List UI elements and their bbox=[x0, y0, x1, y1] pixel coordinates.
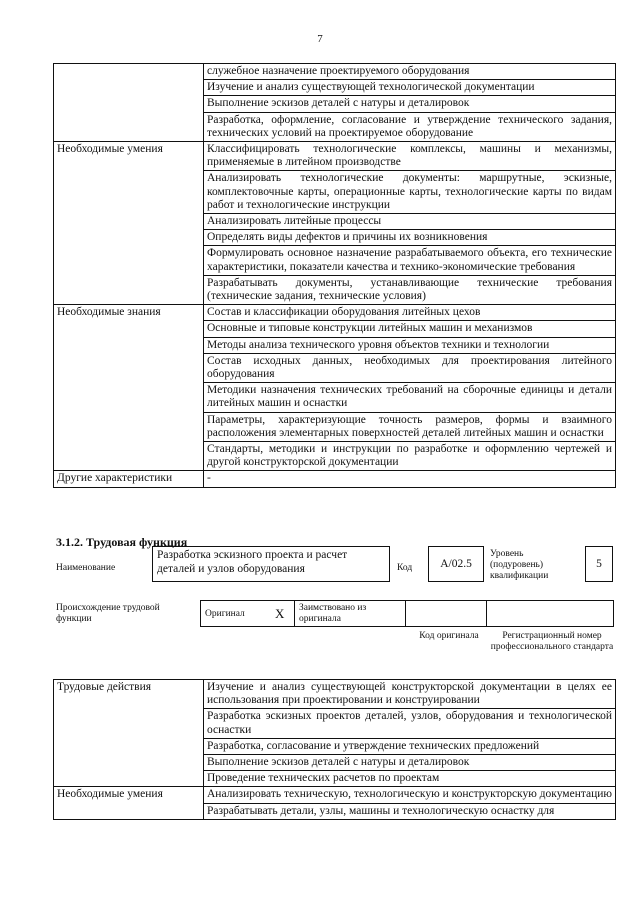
function-name-box: Разработка эскизного проекта и расчет деталей и узлов оборудования bbox=[152, 546, 390, 582]
table-cell: Классифицировать технологические комплексы, машины и механизмы, применяемые в литейном производстве bbox=[204, 142, 616, 171]
borrowed-box bbox=[294, 600, 406, 627]
page-number: 7 bbox=[317, 33, 323, 45]
table-cell: Состав исходных данных, необходимых для проектирования литейного оборудования bbox=[204, 353, 616, 382]
row-label: Необходимые умения bbox=[54, 787, 204, 819]
level-box: 5 bbox=[585, 546, 613, 582]
name-label: Наименование bbox=[56, 563, 116, 573]
reg-number-label: Регистрационный номер профессионального стандарта bbox=[490, 631, 614, 652]
borrowed-label: Заимствовано из оригинала bbox=[299, 603, 367, 624]
table-cell: Методы анализа технического уровня объектов техники и технологии bbox=[204, 337, 616, 353]
row-label: Другие характеристики bbox=[54, 471, 204, 487]
table-row bbox=[54, 471, 616, 487]
requirements-table-bottom bbox=[53, 679, 616, 820]
row-label bbox=[54, 64, 204, 142]
table-cell: Разработка эскизных проектов деталей, узлов, оборудования и технологической оснастки bbox=[204, 709, 616, 738]
original-mark: X bbox=[275, 606, 285, 621]
table-cell: Основные и типовые конструкции литейных машин и механизмов bbox=[204, 321, 616, 337]
requirements-table-top bbox=[53, 63, 616, 488]
code-label: Код bbox=[397, 563, 413, 573]
table-row bbox=[54, 64, 616, 80]
table-cell: Анализировать технологические документы: маршрутные, эскизные, комплектовочные карты, операционные карты, технологические карты по видам работ и технологические инструкции bbox=[204, 171, 616, 214]
table-cell: Проведение технических расчетов по проектам bbox=[204, 771, 616, 787]
table-cell: Анализировать техническую, технологическую и конструкторскую документацию bbox=[204, 787, 616, 803]
code-original-label: Код оригинала bbox=[419, 631, 479, 641]
table-cell: Разрабатывать документы, устанавливающие технические требования (технические задания, технические условия) bbox=[204, 275, 616, 304]
table-cell: Параметры, характеризующие точность размеров, формы и взаимного расположения элементарных поверхностей деталей литейных машин и оснастки bbox=[204, 412, 616, 441]
table-cell: Разработка, согласование и утверждение технических предложений bbox=[204, 738, 616, 754]
table-row bbox=[54, 305, 616, 321]
reg-number-box bbox=[486, 600, 614, 627]
table-row bbox=[54, 680, 616, 709]
table-cell: Анализировать литейные процессы bbox=[204, 214, 616, 230]
table-cell: Выполнение эскизов деталей с натуры и деталировок bbox=[204, 96, 616, 112]
table-cell: Изучение и анализ существующей технологической документации bbox=[204, 80, 616, 96]
original-box bbox=[200, 600, 295, 627]
table-row bbox=[54, 142, 616, 171]
table-cell: Стандарты, методики и инструкции по разработке и оформлению чертежей и другой конструкторской документации bbox=[204, 442, 616, 471]
table-cell: Состав и классификации оборудования литейных цехов bbox=[204, 305, 616, 321]
original-label: Оригинал bbox=[205, 609, 245, 619]
table-cell: Формулировать основное назначение разрабатываемого объекта, его технические характеристики, показатели качества и технико-экономические требования bbox=[204, 246, 616, 275]
table-cell: Разработка, оформление, согласование и утверждение технического задания, технических условий на проектируемое оборудование bbox=[204, 112, 616, 141]
table-cell: служебное назначение проектируемого оборудования bbox=[204, 64, 616, 80]
code-box: А/02.5 bbox=[428, 546, 484, 582]
row-label: Трудовые действия bbox=[54, 680, 204, 787]
table-cell: Разрабатывать детали, узлы, машины и технологическую оснастку для bbox=[204, 803, 616, 819]
table-cell: Выполнение эскизов деталей с натуры и деталировок bbox=[204, 755, 616, 771]
row-label: Необходимые знания bbox=[54, 305, 204, 471]
table-cell: Определять виды дефектов и причины их возникновения bbox=[204, 230, 616, 246]
table-cell: - bbox=[204, 471, 616, 487]
origin-label: Происхождение трудовой функции bbox=[56, 603, 160, 624]
code-original-box bbox=[405, 600, 487, 627]
table-row bbox=[54, 787, 616, 803]
table-cell: Методики назначения технических требований на сборочные единицы и детали литейных машин и оснастки bbox=[204, 383, 616, 412]
table-cell: Изучение и анализ существующей конструкторской документации в целях ее использования при проектировании и конструировании bbox=[204, 680, 616, 709]
row-label: Необходимые умения bbox=[54, 142, 204, 305]
section-title: 3.1.2. Трудовая функция bbox=[56, 535, 188, 549]
level-label: Уровень (подуровень) квалификации bbox=[490, 549, 549, 581]
